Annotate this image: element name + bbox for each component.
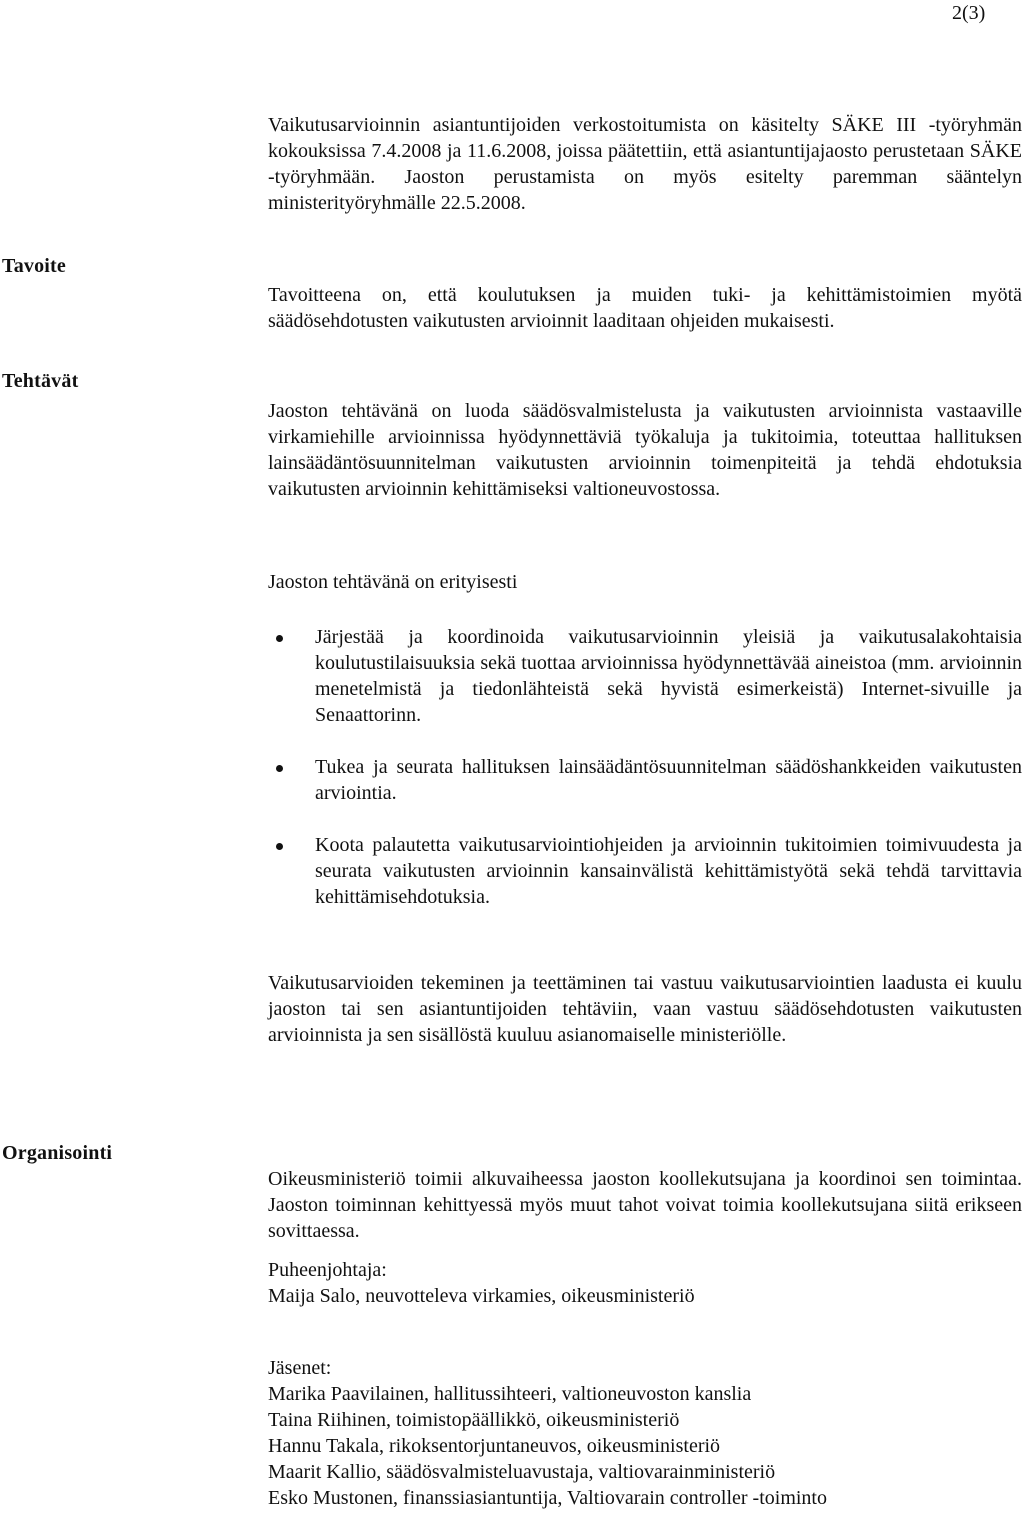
list-item (268, 624, 1022, 728)
list-item-text: Koota palautetta vaikutusarviointiohjeiden ja arvioinnin tukitoimien toimivuudesta ja seurata vaikutusten arvioinnin kansainvälistä kehittämistyötä sekä tehdä tarvittavia kehittämisehdotuksia. (315, 834, 1022, 908)
member-item: Taina Riihinen, toimistopäällikkö, oikeusministeriö (268, 1409, 680, 1431)
member-item: Maarit Kallio, säädösvalmisteluavustaja, valtiovarainministeriö (268, 1461, 776, 1483)
intro-paragraph (268, 112, 1022, 216)
tavoite-text: Tavoitteena on, että koulutuksen ja muiden tuki- ja kehittämistoimien myötä säädösehdotusten vaikutusten arvioinnit laaditaan ohjeiden mukaisesti. (268, 284, 1022, 332)
tehtavat-bullet-list (268, 624, 1022, 936)
organisointi-text: Oikeusministeriö toimii alkuvaiheessa jaoston koollekutsujana ja koordinoi sen toimintaa. Jaoston toiminnan kehittyessä myös muut tahot voivat toimia koollekutsujana siitä erikseen sovittaessa. (268, 1168, 1022, 1242)
bullet-icon (276, 843, 283, 850)
tehtavat-text-3: Vaikutusarvioiden tekeminen ja teettäminen tai vastuu vaikutusarviointien laadusta ei kuulu jaoston tai sen asiantuntijoiden tehtäviin, vaan vastuu säädösehdotusten vaikutusten arvioinnista ja sen sisällöstä kuuluu asianomaiselle ministeriölle. (268, 972, 1022, 1046)
page-number: 2(3) (952, 2, 986, 24)
member-item: Hannu Takala, rikoksentorjuntaneuvos, oikeusministeriö (268, 1435, 721, 1457)
heading-organisointi: Organisointi (2, 1142, 113, 1164)
member-item: Esko Mustonen, finanssiasiantuntija, Valtiovarain controller -toiminto (268, 1487, 827, 1509)
members-label: Jäsenet: (268, 1357, 332, 1379)
heading-tehtavat: Tehtävät (2, 370, 79, 392)
chair-block (268, 1257, 1022, 1309)
tehtavat-paragraph-3 (268, 970, 1022, 1048)
list-item-text: Järjestää ja koordinoida vaikutusarvioinnin yleisiä ja vaikutusalakohtaisia koulutustilaisuuksia sekä tuottaa arvioinnissa hyödynnettävää aineistoa (mm. arvioinnin menetelmistä ja tiedonlähteistä sekä hyvistä esimerkeistä) Internet-sivuille ja Senaattorinn. (315, 626, 1022, 726)
list-item (268, 754, 1022, 806)
organisointi-paragraph (268, 1166, 1022, 1244)
tehtavat-paragraph-1 (268, 398, 1022, 502)
chair-label: Puheenjohtaja: (268, 1259, 387, 1281)
tehtavat-paragraph-2 (268, 569, 1022, 595)
tehtavat-text-2: Jaoston tehtävänä on erityisesti (268, 571, 518, 593)
tehtavat-text-1: Jaoston tehtävänä on luoda säädösvalmistelusta ja vaikutusten arvioinnista vastaaville virkamiehille arvioinnissa hyödynnettäviä työkaluja ja tukitoimia, toteuttaa hallituksen lainsäädäntösuunnitelman vaikutusten arvioinnin toimenpiteitä ja tehdä ehdotuksia vaikutusten arvioinnin kehittämiseksi valtioneuvostossa. (268, 400, 1022, 500)
chair-name: Maija Salo, neuvotteleva virkamies, oikeusministeriö (268, 1285, 695, 1307)
tavoite-paragraph (268, 282, 1022, 334)
bullet-icon (276, 765, 283, 772)
list-item-text: Tukea ja seurata hallituksen lainsäädäntösuunnitelman säädöshankkeiden vaikutusten arviointia. (315, 756, 1022, 804)
list-item (268, 832, 1022, 910)
intro-text: Vaikutusarvioinnin asiantuntijoiden verkostoitumista on käsitelty SÄKE III -työryhmän kokouksissa 7.4.2008 ja 11.6.2008, joissa päätettiin, että asiantuntijajaosto perustetaan SÄKE -työryhmään. Jaoston perustamista on myös esitelty paremman sääntelyn ministerityöryhmälle 22.5.2008. (268, 114, 1022, 214)
heading-tavoite: Tavoite (2, 255, 66, 277)
members-block (268, 1355, 1022, 1511)
member-item: Marika Paavilainen, hallitussihteeri, valtioneuvoston kanslia (268, 1383, 752, 1405)
bullet-icon (276, 635, 283, 642)
